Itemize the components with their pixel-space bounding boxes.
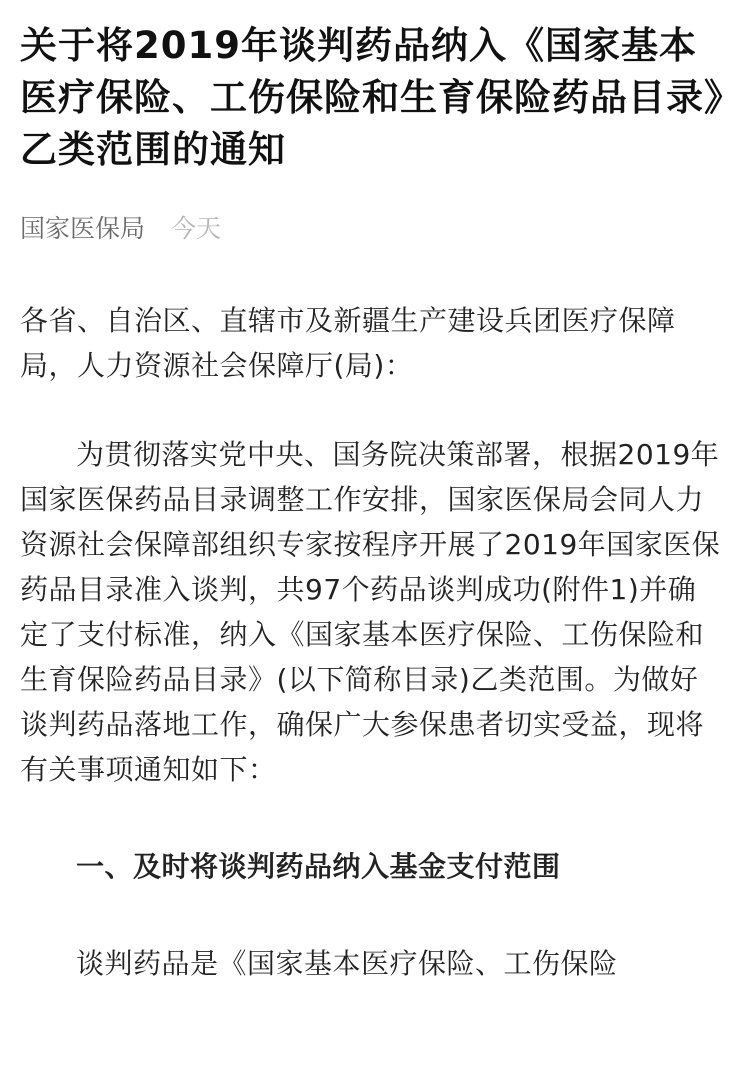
article <box>20 20 724 986</box>
author-link[interactable]: 国家医保局 <box>20 214 146 243</box>
body-paragraph-1: 为贯彻落实党中央、国务院决策部署，根据2019年国家医保药品目录调整工作安排，国家医保局会同人力资源社会保障部组织专家按程序开展了2019年国家医保药品目录准入谈判，共97个药品谈判成功(附件1)并确定了支付标准，纳入《国家基本医疗保险、工伤保险和生育保险药品目录》(以下简称目录)乙类范围。为做好谈判药品落地工作，确保广大参保患者切实受益，现将有关事项通知如下： <box>20 438 721 786</box>
article-meta <box>20 212 724 246</box>
salutation-paragraph: 各省、自治区、直辖市及新疆生产建设兵团医疗保障局，人力资源社会保障厅(局)： <box>20 304 676 382</box>
section-heading-1: 一、及时将谈判药品纳入基金支付范围 <box>76 850 561 883</box>
publish-date: 今天 <box>170 214 221 243</box>
body-paragraph-2: 谈判药品是《国家基本医疗保险、工伤保险 <box>76 947 618 980</box>
article-title: 关于将2019年谈判药品纳入《国家基本医疗保险、工伤保险和生育保险药品目录》乙类范围的通知 <box>20 24 724 171</box>
